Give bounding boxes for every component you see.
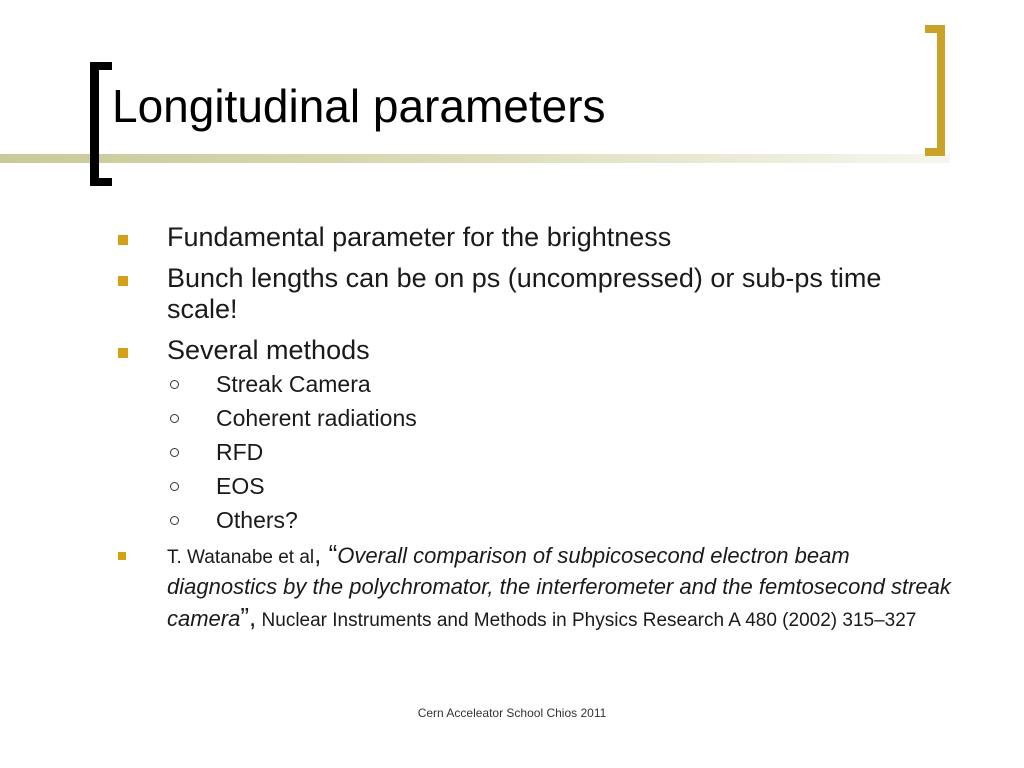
reference-close-quote: ”, — [240, 602, 257, 632]
slide-title: Longitudinal parameters — [112, 80, 606, 132]
bullet-brightness — [116, 222, 956, 253]
right-bracket-stem — [937, 25, 945, 156]
bullet-text: Fundamental parameter for the brightness — [167, 222, 672, 252]
reference-journal: Nuclear Instruments and Methods in Physics Research A 480 (2002) 315–327 — [256, 610, 917, 631]
left-bracket-stem — [90, 62, 99, 186]
bullet-text: Several methods — [167, 335, 370, 365]
slide-body — [116, 222, 956, 635]
left-bracket-top — [90, 62, 112, 70]
method-text: Streak Camera — [216, 371, 371, 397]
square-bullet-icon — [118, 552, 126, 560]
reference-open-quote: “ — [321, 539, 338, 569]
reference-comma: , — [314, 539, 322, 569]
hollow-circle-bullet-icon — [170, 516, 179, 525]
method-item — [116, 370, 956, 398]
square-bullet-icon — [118, 276, 128, 286]
method-text: Others? — [216, 507, 298, 533]
square-bullet-icon — [118, 348, 128, 358]
title-rule — [0, 154, 950, 163]
method-item — [116, 404, 956, 432]
right-bracket-bottom — [925, 148, 945, 156]
reference-authors: T. Watanabe et al — [167, 547, 315, 568]
square-bullet-icon — [118, 235, 128, 245]
hollow-circle-bullet-icon — [170, 482, 179, 491]
hollow-circle-bullet-icon — [170, 448, 179, 457]
hollow-circle-bullet-icon — [170, 380, 179, 389]
method-text: RFD — [216, 439, 264, 465]
method-text: EOS — [216, 473, 265, 499]
reference-bullet — [116, 540, 956, 635]
bullet-text: Bunch lengths can be on ps (uncompressed) or sub-ps time scale! — [167, 263, 882, 324]
bullet-bunch-lengths — [116, 263, 956, 325]
bullet-methods — [116, 335, 956, 366]
method-item — [116, 506, 956, 534]
right-bracket-top — [925, 25, 945, 33]
method-item — [116, 472, 956, 500]
reference-title: Overall comparison of subpicosecond electron beam diagnostics by the polychromator, the interferometer and the femtosecond streak camera — [167, 543, 951, 631]
slide-footer: Cern Acceleator School Chios 2011 — [417, 706, 607, 720]
method-text: Coherent radiations — [216, 405, 417, 431]
method-item — [116, 438, 956, 466]
hollow-circle-bullet-icon — [170, 414, 179, 423]
left-bracket-bottom — [90, 178, 112, 186]
